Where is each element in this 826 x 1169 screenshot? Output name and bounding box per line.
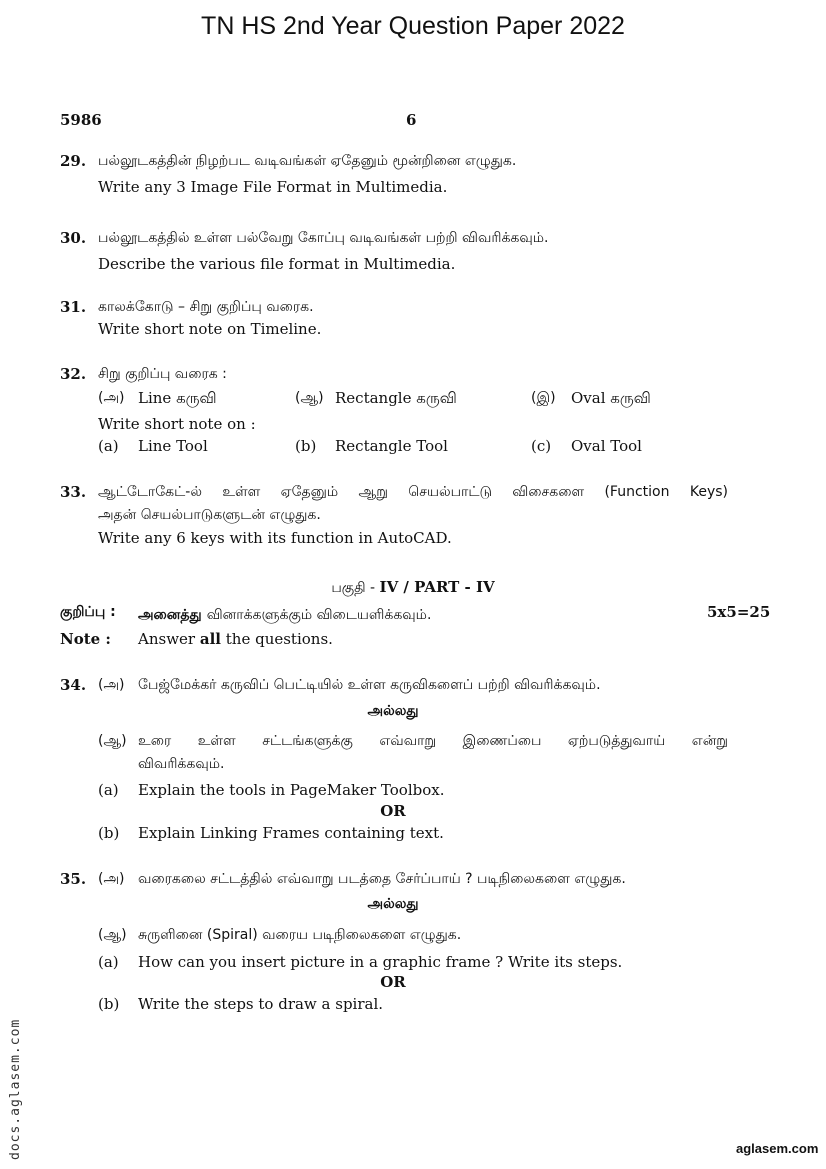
question-text-tamil: விவரிக்கவும். xyxy=(138,756,225,772)
footer-brand: aglasem.com xyxy=(736,1141,819,1156)
question-text-english: Write short note on Timeline. xyxy=(98,320,322,338)
question-text-tamil: காலக்கோடு – சிறு குறிப்பு வரைக. xyxy=(98,299,314,315)
option-label: (b) xyxy=(295,437,317,455)
question-text-english: Write any 6 keys with its function in AutoCAD. xyxy=(98,529,452,547)
option-label: (a) xyxy=(98,953,119,971)
question-number: 30. xyxy=(60,229,87,247)
option-label: (c) xyxy=(531,437,552,455)
question-text-tamil: சுருளினை (Spiral) வரைய படிநிலைகளை எழுதுக. xyxy=(138,927,462,943)
option-text: Oval கருவி xyxy=(571,389,651,407)
section-heading xyxy=(0,577,826,598)
note-label-tamil: குறிப்பு : xyxy=(60,604,116,620)
option-label: (அ) xyxy=(98,677,125,693)
option-text: Rectangle கருவி xyxy=(335,389,457,407)
question-text-english: Write short note on : xyxy=(98,415,256,433)
page-number: 6 xyxy=(406,111,417,129)
question-text-tamil: வரைகலை சட்டத்தில் எவ்வாறு படத்தை சேர்ப்பாய் ? படிநிலைகளை எழுதுக. xyxy=(138,871,626,887)
marks-allocation: 5x5=25 xyxy=(707,603,771,621)
note-label-english: Note : xyxy=(60,630,111,648)
option-label: (b) xyxy=(98,824,120,842)
option-text: Oval Tool xyxy=(571,437,642,455)
question-text-tamil: பேஜ்மேக்கர் கருவிப் பெட்டியில் உள்ள கருவிகளைப் பற்றி விவரிக்கவும். xyxy=(138,677,601,693)
note-rest: வினாக்களுக்கும் விடையளிக்கவும். xyxy=(206,607,432,623)
note-text-tamil xyxy=(138,604,431,625)
or-separator-tamil: அல்லது xyxy=(367,703,419,719)
question-number: 34. xyxy=(60,676,87,694)
note-pre: Answer xyxy=(138,630,200,648)
option-text: Rectangle Tool xyxy=(335,437,448,455)
question-text-tamil: ஆட்டோகேட்-ல் உள்ள ஏதேனும் ஆறு செயல்பாட்டு விசைகளை (Function Keys) xyxy=(98,484,728,500)
note-emphasis: all xyxy=(199,630,221,648)
question-text-english: How can you insert picture in a graphic frame ? Write its steps. xyxy=(138,953,623,971)
question-text-tamil: உரை உள்ள சட்டங்களுக்கு எவ்வாறு இணைப்பை ஏற்படுத்துவாய் என்று xyxy=(138,733,728,749)
question-number: 35. xyxy=(60,870,87,888)
option-label: (அ) xyxy=(98,390,125,406)
option-label: (a) xyxy=(98,781,119,799)
question-text-tamil: பல்லூடகத்தில் உள்ள பல்வேறு கோப்பு வடிவங்கள் பற்றி விவரிக்கவும். xyxy=(98,230,549,246)
question-text-english: Write the steps to draw a spiral. xyxy=(138,995,384,1013)
section-heading-tamil: பகுதி - xyxy=(331,580,380,596)
question-text-tamil: பல்லூடகத்தின் நிழற்பட வடிவங்கள் ஏதேனும் மூன்றினை எழுதுக. xyxy=(98,153,517,169)
section-heading-english: IV / PART - IV xyxy=(379,578,495,596)
or-separator-english: OR xyxy=(380,802,406,820)
question-text-english: Write any 3 Image File Format in Multimedia. xyxy=(98,178,448,196)
option-label: (b) xyxy=(98,995,120,1013)
or-separator-english: OR xyxy=(380,973,406,991)
question-number: 33. xyxy=(60,483,87,501)
option-label: (a) xyxy=(98,437,119,455)
option-label: (ஆ) xyxy=(98,927,127,943)
option-text: Line Tool xyxy=(138,437,208,455)
note-post: the questions. xyxy=(220,630,333,648)
option-label: (ஆ) xyxy=(295,390,324,406)
question-text-english: Describe the various file format in Multimedia. xyxy=(98,255,456,273)
option-label: (அ) xyxy=(98,871,125,887)
or-separator-tamil: அல்லது xyxy=(367,896,419,912)
option-label: (இ) xyxy=(531,390,556,406)
question-text-english: Explain Linking Frames containing text. xyxy=(138,824,444,842)
side-watermark: docs.aglasem.com xyxy=(8,1018,23,1160)
option-label: (ஆ) xyxy=(98,733,127,749)
note-emphasis: அனைத்து xyxy=(138,607,202,623)
question-text-english: Explain the tools in PageMaker Toolbox. xyxy=(138,781,445,799)
page-title: TN HS 2nd Year Question Paper 2022 xyxy=(201,12,625,40)
paper-code: 5986 xyxy=(60,111,102,129)
option-text: Line கருவி xyxy=(138,389,217,407)
question-number: 31. xyxy=(60,298,87,316)
question-text-tamil: சிறு குறிப்பு வரைக : xyxy=(98,366,227,382)
question-number: 32. xyxy=(60,365,87,383)
question-text-tamil: அதன் செயல்பாடுகளுடன் எழுதுக. xyxy=(98,507,321,523)
note-text-english xyxy=(138,630,333,648)
question-number: 29. xyxy=(60,152,87,170)
